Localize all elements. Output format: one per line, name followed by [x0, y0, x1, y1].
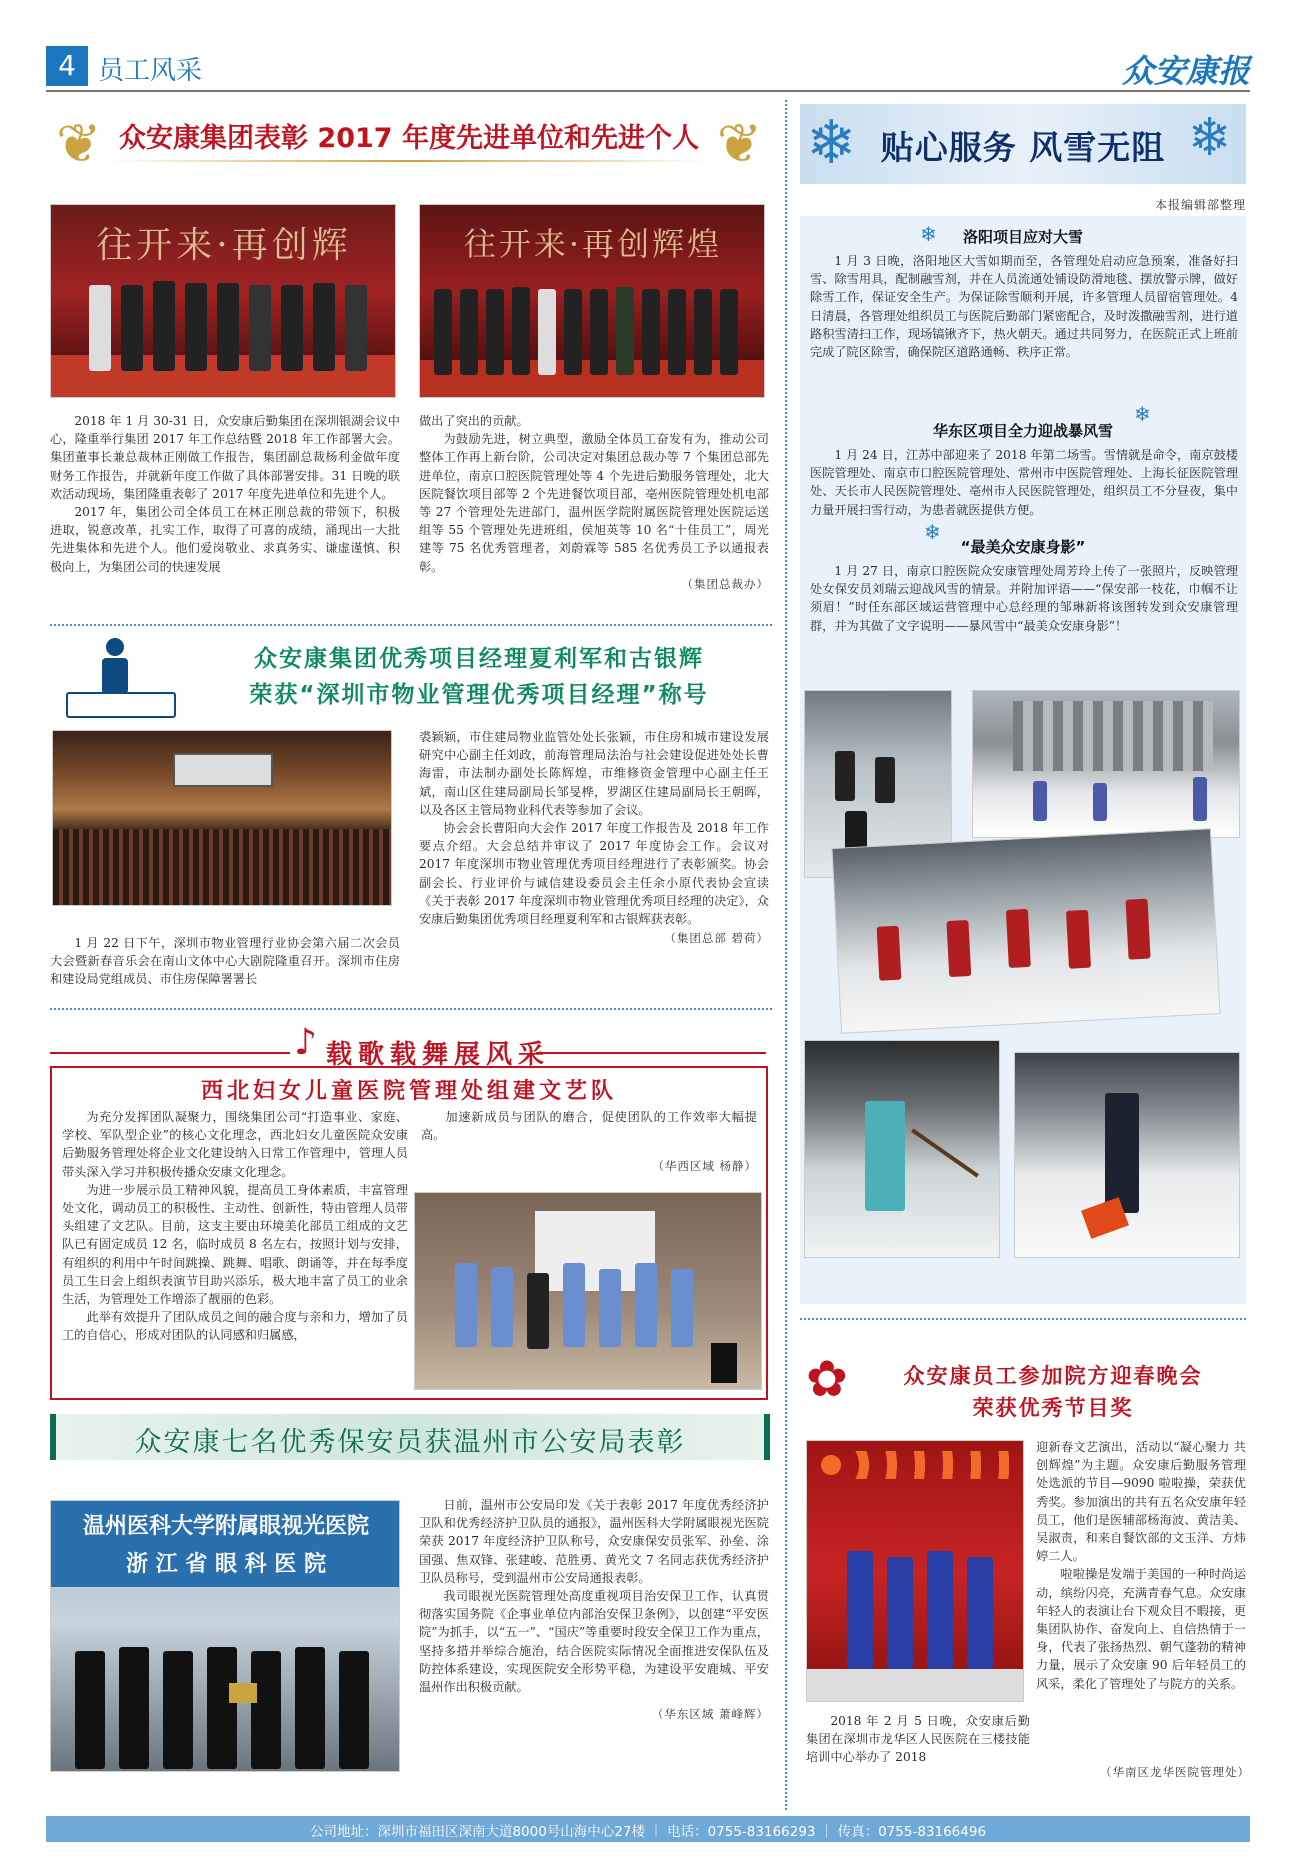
snowflake-icon: ❄ — [1188, 108, 1232, 168]
subsection-title: 洛阳项目应对大雪 — [962, 228, 1083, 246]
worker — [1093, 783, 1107, 821]
byline: （集团总部 碧荷） — [664, 931, 769, 946]
person — [642, 289, 660, 375]
paragraph: 2018 年 1 月 30-31 日，众安康后勤集团在深圳银湖会议中心，隆重举行集团 2017 年工作总结暨 2018 年工作部署大会。集团董事长兼总裁林正刚做工作报告，集团副总裁杨利金做年度财务工作报告，并就新年度工作做了具体部署安排。31 日晚的联欢活动现场，集团隆重表彰了 2017 年度先进单位和先进个人。 — [50, 414, 400, 501]
paragraph: 为充分发挥团队凝聚力，围绕集团公司“打造事业、家庭、学校、军队型企业”的核心文化理念，西北妇女儿童医院众安康后勤服务管理处将企业文化建设纳入日常工作管理中，管理人员带头深入学习并积极传播众安康文化理念。 — [62, 1110, 408, 1179]
person — [538, 289, 556, 375]
paragraph: 为鼓励先进，树立典型，激励全体员工奋发有为，推动公司整体工作再上新台阶，公司决定对集团总裁办等 7 个集团总部先进单位，南京口腔医院管理处等 4 个先进后勤服务管理处，北大医院餐饮项目部等 2 个先进餐饮项目部，亳州医院管理处机电部等 27 个管理处先进部门，温州医学院附属医院管理处医院运送组等 55 个管理处先进班组，侯旭英等 10 名“十佳员工”，周光建等 75 名优秀管理者，刘蔚霖等 585 名优秀员工予以通报表彰。 — [419, 432, 769, 574]
header-rule — [46, 90, 1250, 92]
person — [668, 289, 686, 375]
article-title: 众安康集团表彰 2017 年度先进单位和先进个人 — [119, 123, 699, 154]
subsection-body — [810, 562, 1238, 635]
subsection-body — [810, 446, 1238, 519]
dancer — [563, 1263, 585, 1347]
article-body-col1 — [62, 1108, 408, 1345]
banner-rule-left — [50, 1052, 290, 1054]
guard — [339, 1651, 369, 1769]
paragraph: 啦啦操是发端于美国的一种时尚运动，缤纷闪亮，充满青春气息。众安康年轻人的表演让台下观众目不暇接，更集团队协作、奋发向上、自信热情于一身，代表了张扬热烈、朝气蓬勃的精神力量，展示了众安康 90 后年轻员工的风采，柔化了管理处了与院方的关系。 — [1036, 1567, 1246, 1691]
cheerleader-icon: ✿ — [806, 1350, 848, 1408]
worker — [1066, 910, 1091, 969]
laurel-right-icon: ❦ — [716, 112, 762, 175]
guard — [251, 1651, 281, 1769]
paragraph: 协会会长曹阳向大会作 2017 年度工作报告及 2018 年工作要点介绍。大会总结并审议了 2017 年度协会工作。会议对 2017 年度深圳市物业管理优秀项目经理进行了表彰颁奖。协会副会长、行业评价与诚信建设委员会主任余小原代表协会宣读《关于表彰 2017 年度深圳市物业管理优秀项目经理的决定》，众安康后勤集团优秀项目经理夏利军和古银辉获表彰。 — [419, 821, 769, 927]
article-body-col1 — [50, 934, 400, 989]
worker — [875, 757, 895, 803]
paragraph: 1 月 3 日晚，洛阳地区大雪如期而至，各管理处启动应急预案，准备好扫雪、除雪用具，配制融雪剂，并在人员流通处铺设防滑地毯、摆放警示牌，做好除雪工作，保证安全生产。为保证除雪顺利开展，许多管理人员留宿管理处。4 日清晨，各管理处组织员工与医院后勤部门紧密配合，及时泼撒融雪剂，进行道路积雪清扫工作，现场镐锹齐下，热火朝天。通过共同努力，在医院正式上班前完成了院区除雪，确保院区道路通畅、秩序正常。 — [810, 254, 1238, 360]
stage-screen — [173, 753, 273, 787]
subsection-title: “最美众安康身影” — [960, 538, 1086, 556]
guard — [163, 1651, 193, 1769]
worker — [877, 926, 902, 981]
person — [281, 285, 303, 371]
audience — [53, 829, 392, 906]
dance-photo — [414, 1192, 762, 1390]
guard — [295, 1647, 325, 1769]
paragraph: 此举有效提升了团队成员之间的融合度与亲和力，增加了员工的自信心，形成对团队的认同感和归属感， — [62, 1310, 408, 1343]
paragraph: 加速新成员与团队的磨合，促使团队的工作效率大幅提高。 — [421, 1110, 757, 1143]
person — [564, 289, 582, 375]
subsection-body — [810, 252, 1238, 361]
article-body-col2 — [421, 1108, 757, 1174]
guard — [207, 1647, 237, 1769]
snowflake-icon: ❄ — [1134, 402, 1151, 426]
presenter-icon — [66, 638, 176, 718]
dancer-icon: ♪ — [294, 1022, 317, 1063]
section-divider — [50, 624, 772, 626]
byline: （集团总裁办） — [681, 576, 769, 591]
article-project-managers — [46, 634, 772, 999]
article-art-troupe — [46, 1016, 772, 1406]
paragraph: 做出了突出的贡献。 — [419, 414, 529, 428]
banner-text-left: 往开来·再创辉 — [96, 225, 352, 266]
subsection-title: 华东区项目全力迎战暴风雪 — [932, 422, 1113, 440]
paragraph: 1 月 22 日下午，深圳市物业管理行业协会第六届二次会员大会暨新春音乐会在南山文体中心大剧院隆重召开。深圳市住房和建设局党组成员、市住房保障署署长 — [50, 936, 400, 987]
section-divider — [50, 1008, 772, 1010]
person — [616, 287, 634, 375]
article-awards — [46, 104, 772, 614]
speaker — [711, 1343, 737, 1383]
sign-line2: 浙 江 省 眼 科 医 院 — [126, 1551, 326, 1577]
byline: （华东区域 萧峰辉） — [651, 1707, 769, 1722]
page-number: 4 — [46, 46, 88, 86]
section-title: 员工风采 — [98, 56, 203, 86]
sign-line1: 温州医科大学附属眼视光医院 — [82, 1513, 369, 1539]
person — [486, 289, 504, 375]
guard — [1105, 1093, 1139, 1213]
byline: （华西区域 杨静） — [652, 1159, 757, 1174]
person — [185, 283, 207, 371]
cheerleading-photo — [806, 1440, 1024, 1702]
certificate — [229, 1683, 257, 1703]
worker — [1193, 777, 1207, 821]
article-title-line2: 荣获优秀节目奖 — [972, 1396, 1134, 1420]
worker — [865, 1101, 905, 1211]
person — [313, 283, 335, 371]
article-security-award — [46, 1414, 772, 1794]
guard — [75, 1651, 105, 1769]
concert-hall-photo — [52, 730, 392, 906]
person — [460, 289, 478, 375]
article-title-line2: 荣获“深圳市物业管理优秀项目经理”称号 — [249, 682, 709, 708]
worker — [835, 751, 855, 801]
snowflake-icon: ❄ — [920, 222, 937, 246]
article-title-line1: 众安康员工参加院方迎春晚会 — [903, 1364, 1203, 1388]
person — [720, 289, 738, 375]
dancer — [527, 1273, 549, 1349]
footer-text: 公司地址：深圳市福田区深南大道8000号山海中心27楼 ｜ 电话：0755-83166293 ｜ 传真：0755-83166496 — [309, 1824, 987, 1840]
paragraph: 2017 年，集团公司全体员工在林正刚总裁的带领下，积极进取，锐意改革，扎实工作，取得了可喜的成绩，涌现出一大批先进集体和先进个人。他们爱岗敬业、求真务实、谦虚谨慎、积极向上，为集团公司的快速发展 — [50, 505, 400, 574]
performer — [927, 1551, 953, 1669]
paragraph: 1 月 27 日，南京口腔医院众安康管理处周芳玲上传了一张照片，反映管理处女保安员刘瑞云迎战风雪的情景。并附加评语——“保安部一枝花，巾帼不让须眉！”时任东部区域运营管理中心总经理的邹琳新将该图转发到众安康管理群，并为其做了文字说明——暴风雪中“最美众安康身影”！ — [810, 564, 1238, 633]
article-title: 西北妇女儿童医院管理处组建文艺队 — [200, 1078, 617, 1104]
award-photo-left — [50, 204, 396, 398]
laurel-left-icon: ❦ — [56, 112, 102, 175]
article-body — [419, 1496, 769, 1722]
performer — [887, 1557, 913, 1669]
article-spring-gala — [796, 1324, 1250, 1794]
worker — [1006, 909, 1031, 968]
article-body-col2 — [419, 412, 769, 592]
dancer — [635, 1263, 657, 1347]
dancer — [455, 1263, 477, 1347]
worker — [1033, 781, 1047, 821]
paragraph: 2018 年 2 月 5 日晚，众安康后勤集团在深圳市龙华区人民医院在三楼技能培训中心举办了 2018 — [806, 1714, 1030, 1765]
dancer — [491, 1267, 513, 1347]
snow-photo-5 — [1014, 1052, 1240, 1258]
paragraph: 我司眼视光医院管理处高度重视项目治安保卫工作，认真贯彻落实国务院《企事业单位内部治安保卫条例》，以创建“平安医院”为抓手，以“五一”、“国庆”等重要时段安全保卫工作为重点，坚持多措并举综合施治，结合医院实际情况全面推进安保队伍及防控体系建设，实现医院安全形势平稳，为建设平安鹿城、平安温州作出积极贡献。 — [419, 1589, 769, 1695]
paragraph: 迎新春文艺演出，活动以“凝心聚力 共创辉煌”为主题。众安康后勤服务管理处选派的节目—9090 啦啦操，荣获优秀奖。参加演出的共有五名众安康年轻员工，他们是医辅部杨海波、黄洁美、吴淑责，和来自餐饮部的文玉洋、方炜婷二人。 — [1036, 1440, 1246, 1564]
performer — [847, 1551, 873, 1669]
editor-note: 本报编辑部整理 — [1154, 198, 1246, 212]
article-body-col2 — [419, 728, 769, 946]
person — [217, 283, 239, 371]
worker — [1126, 899, 1151, 960]
byline: （华南区龙华医院管理处） — [1100, 1765, 1250, 1779]
paragraph: 日前，温州市公安局印发《关于表彰 2017 年度优秀经济护卫队和优秀经济护卫队员的通报》，温州医科大学附属眼视光医院荣获 2017 年度经济护卫队称号，众安康保安员张军、孙垒、涂国强、焦双锋、张建峻、范胜勇、黄光文 7 名同志获优秀经济护卫队员称号，受到温州市公安局通报表彰。 — [419, 1498, 769, 1585]
worker — [946, 920, 971, 977]
person — [121, 285, 143, 371]
shovel — [911, 1128, 979, 1177]
masthead: 众安康报 — [1121, 52, 1250, 90]
dancer — [599, 1269, 621, 1347]
building — [1013, 701, 1213, 771]
dancer — [671, 1269, 693, 1347]
person — [694, 289, 712, 375]
paragraph: 为进一步展示员工精神风貌，提高员工身体素质，丰富管理处文化，调动员工的积极性、主动性、创新性，特由管理人员带头组建了文艺队。目前，这支主要由环境美化部员工组成的文艺队已有固定成员 12 名，临时成员 8 名左右，按照计划与安排，有组织的利用中午时间跳操、跳舞、唱歌、朗诵等，并在每季度员工生日会上组织表演节目助兴添乐，极大地丰富了员工的业余生活，为管理处工作增添了靓丽的色彩。 — [62, 1182, 408, 1307]
banner-title: 载歌载舞展风采 — [326, 1040, 551, 1070]
person — [89, 285, 111, 371]
article-body-col1 — [806, 1712, 1030, 1767]
lanterns — [817, 1451, 1013, 1479]
article-snow-service — [796, 104, 1250, 1304]
award-photo-right — [419, 204, 765, 398]
snow-photo-4 — [804, 1040, 1000, 1258]
article-body-col1 — [50, 412, 400, 576]
banner-text-right: 往开来·再创辉煌 — [463, 225, 723, 263]
person — [345, 285, 367, 371]
guard — [119, 1647, 149, 1769]
section-divider — [800, 1318, 1246, 1320]
paragraph: 裘颖颖，市住建局物业监管处处长张颖，市住房和城市建设发展研究中心副主任刘政，前海管理局法治与社会建设促进处处长曹海雷，市法制办副处长陈辉煌，市维修资金管理中心副主任王斌，南山区住建局副局长邹旻桦，罗湖区住建局副局长王朝晖，以及各区主管局物业科代表等参加了会议。 — [419, 730, 769, 817]
person — [249, 285, 271, 371]
person — [434, 289, 452, 375]
stage-floor — [807, 1669, 1024, 1702]
snowflake-icon: ❄ — [924, 520, 941, 544]
person — [153, 281, 175, 371]
article-title: 众安康七名优秀保安员获温州市公安局表彰 — [134, 1427, 686, 1458]
snowflake-icon: ❄ — [806, 108, 857, 178]
paragraph: 1 月 24 日，江苏中部迎来了 2018 年第二场雪。雪情就是命令，南京鼓楼医院管理处、南京市口腔医院管理处、常州市中医院管理处、上海长征医院管理处、天长市人民医院管理处、亳州市人民医院管理处，组织员工不分昼夜，集中力量开展扫雪行动，为患者就医提供方便。 — [810, 448, 1238, 517]
title-underline — [106, 160, 712, 162]
article-title: 贴心服务 风雪无阻 — [880, 128, 1166, 167]
snow-photo-2 — [972, 690, 1240, 838]
banner-rule-right — [536, 1052, 766, 1054]
person — [590, 289, 608, 375]
performer — [967, 1557, 993, 1669]
article-title-line1: 众安康集团优秀项目经理夏利军和古银辉 — [254, 646, 704, 672]
snow-photo-3 — [831, 828, 1220, 1034]
article-body-col2 — [1036, 1438, 1246, 1693]
person — [512, 287, 530, 375]
page-header — [46, 46, 1250, 96]
security-guards-photo — [50, 1500, 400, 1772]
column-divider — [785, 100, 787, 1810]
